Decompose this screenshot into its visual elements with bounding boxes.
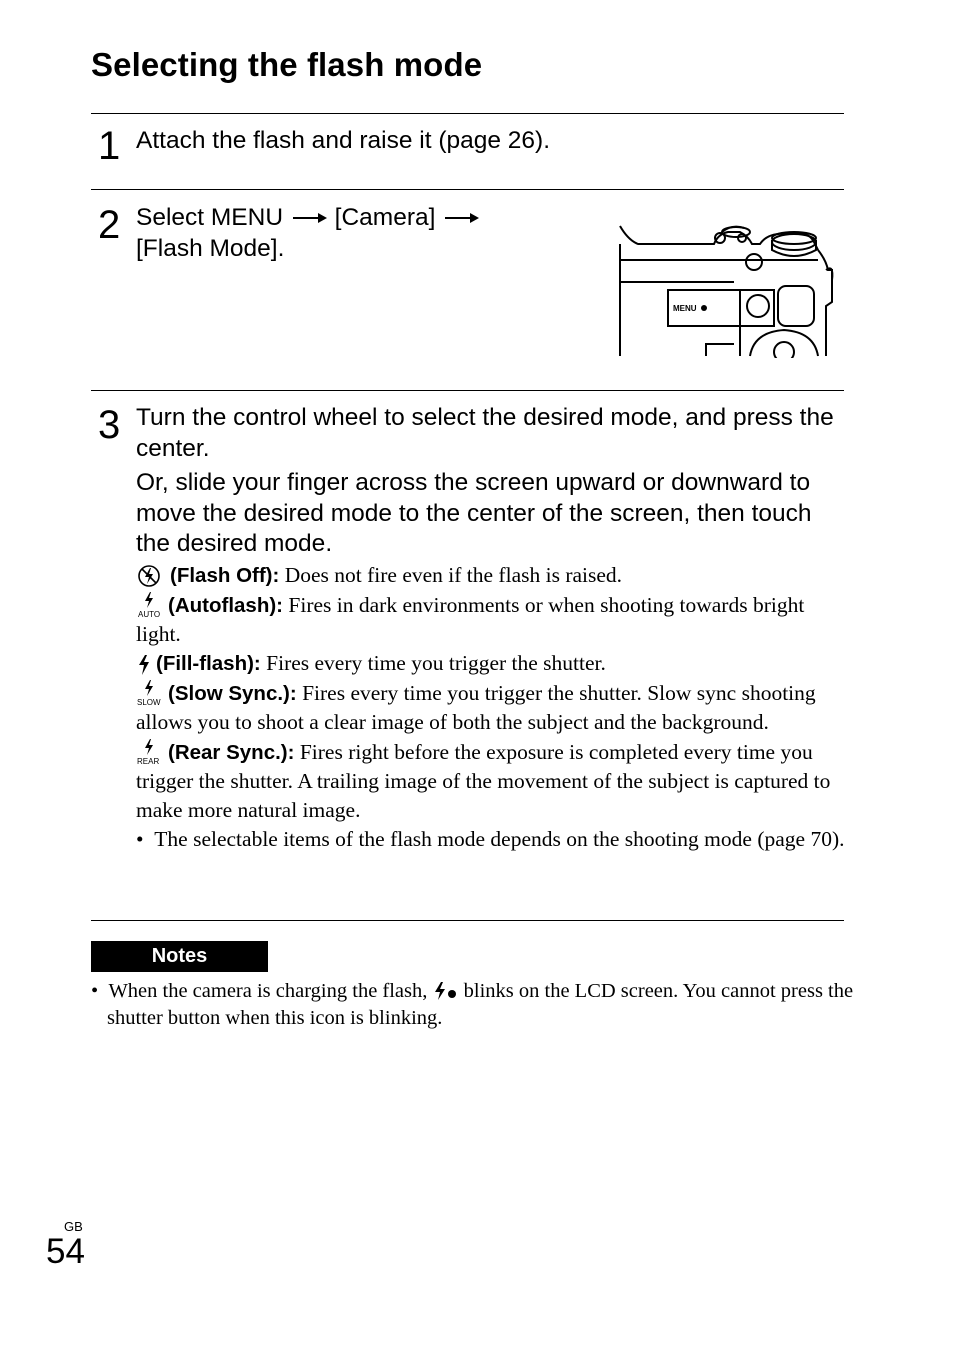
mode-description: Fires every time you trigger the shutter. [266, 651, 606, 675]
mode-name: (Autoflash): [168, 594, 284, 617]
flash-mode-list [136, 561, 846, 854]
list-item [136, 678, 846, 737]
step-3-number: 3 [98, 403, 121, 447]
bullet-text: The selectable items of the flash mode depends on the shooting mode (page 70). [154, 827, 845, 851]
step-3-para-1: Turn the control wheel to select the desired mode, and press the center. [136, 404, 834, 462]
notes-heading: Notes [91, 941, 268, 972]
list-item: • The selectable items of the flash mode depends on the shooting mode (page 70). [136, 827, 845, 851]
page-title: Selecting the flash mode [91, 46, 483, 83]
arrow-right-icon [442, 212, 480, 224]
divider [91, 390, 844, 391]
list-item [136, 590, 846, 649]
divider [91, 113, 844, 114]
step-3-para-2: Or, slide your finger across the screen upward or downward to move the desired mode to the center of the screen, then touch the desired mode. [136, 469, 812, 557]
region-code: GB [64, 1219, 83, 1234]
mode-name: (Slow Sync.): [168, 682, 297, 705]
mode-description: Fires in dark environments or when shooting towards bright light. [136, 593, 805, 646]
menu-button-label: MENU [673, 304, 697, 313]
notes-text-a: When the camera is charging the flash, [108, 980, 428, 1002]
divider [91, 920, 844, 921]
mode-name: (Rear Sync.): [168, 741, 295, 764]
step-3-text [136, 403, 836, 560]
mode-description: Fires every time you trigger the shutter. Slow sync shooting allows you to shoot a clear image of both the subject and the background. [136, 681, 816, 734]
step-1-text: Attach the flash and raise it (page 26). [136, 127, 551, 154]
step-2-text-c: [Flash Mode]. [136, 234, 285, 262]
notes-text-b: blinks on the LCD screen. You cannot press the shutter button when this icon is blinking. [107, 980, 854, 1029]
step-2-text [136, 203, 480, 264]
step-2-number: 2 [98, 203, 121, 247]
fill-flash-icon [136, 654, 152, 676]
mode-name: (Fill-flash): [156, 652, 261, 675]
svg-text:AUTO: AUTO [138, 610, 161, 618]
step-2-text-a: Select MENU [136, 204, 284, 231]
list-item [136, 737, 846, 825]
notes-text: • When the camera is charging the flash, blinks on the LCD screen. You cannot press the shutter button when this icon is blinking. [91, 980, 854, 1029]
list-item [136, 561, 846, 590]
mode-name: (Flash Off): [170, 564, 280, 587]
svg-text:REAR: REAR [137, 757, 160, 765]
mode-description: Fires right before the exposure is completed every time you trigger the shutter. A trailing image of the movement of the subject is captured to make more natural image. [136, 740, 831, 822]
step-1-number: 1 [98, 124, 121, 168]
page-number: 54 [46, 1232, 85, 1271]
camera-back-illustration [618, 220, 836, 358]
rear-sync-icon [136, 737, 162, 765]
step-2-text-b: [Camera] [334, 204, 436, 231]
slow-sync-icon [136, 678, 162, 706]
list-item [136, 649, 846, 678]
mode-description: Does not fire even if the flash is raised. [284, 563, 623, 587]
arrow-right-icon [290, 212, 328, 224]
flash-off-icon [136, 564, 164, 588]
svg-text:SLOW: SLOW [137, 698, 161, 706]
autoflash-icon [136, 590, 162, 618]
divider [91, 189, 844, 190]
flash-charging-icon [433, 981, 459, 1001]
